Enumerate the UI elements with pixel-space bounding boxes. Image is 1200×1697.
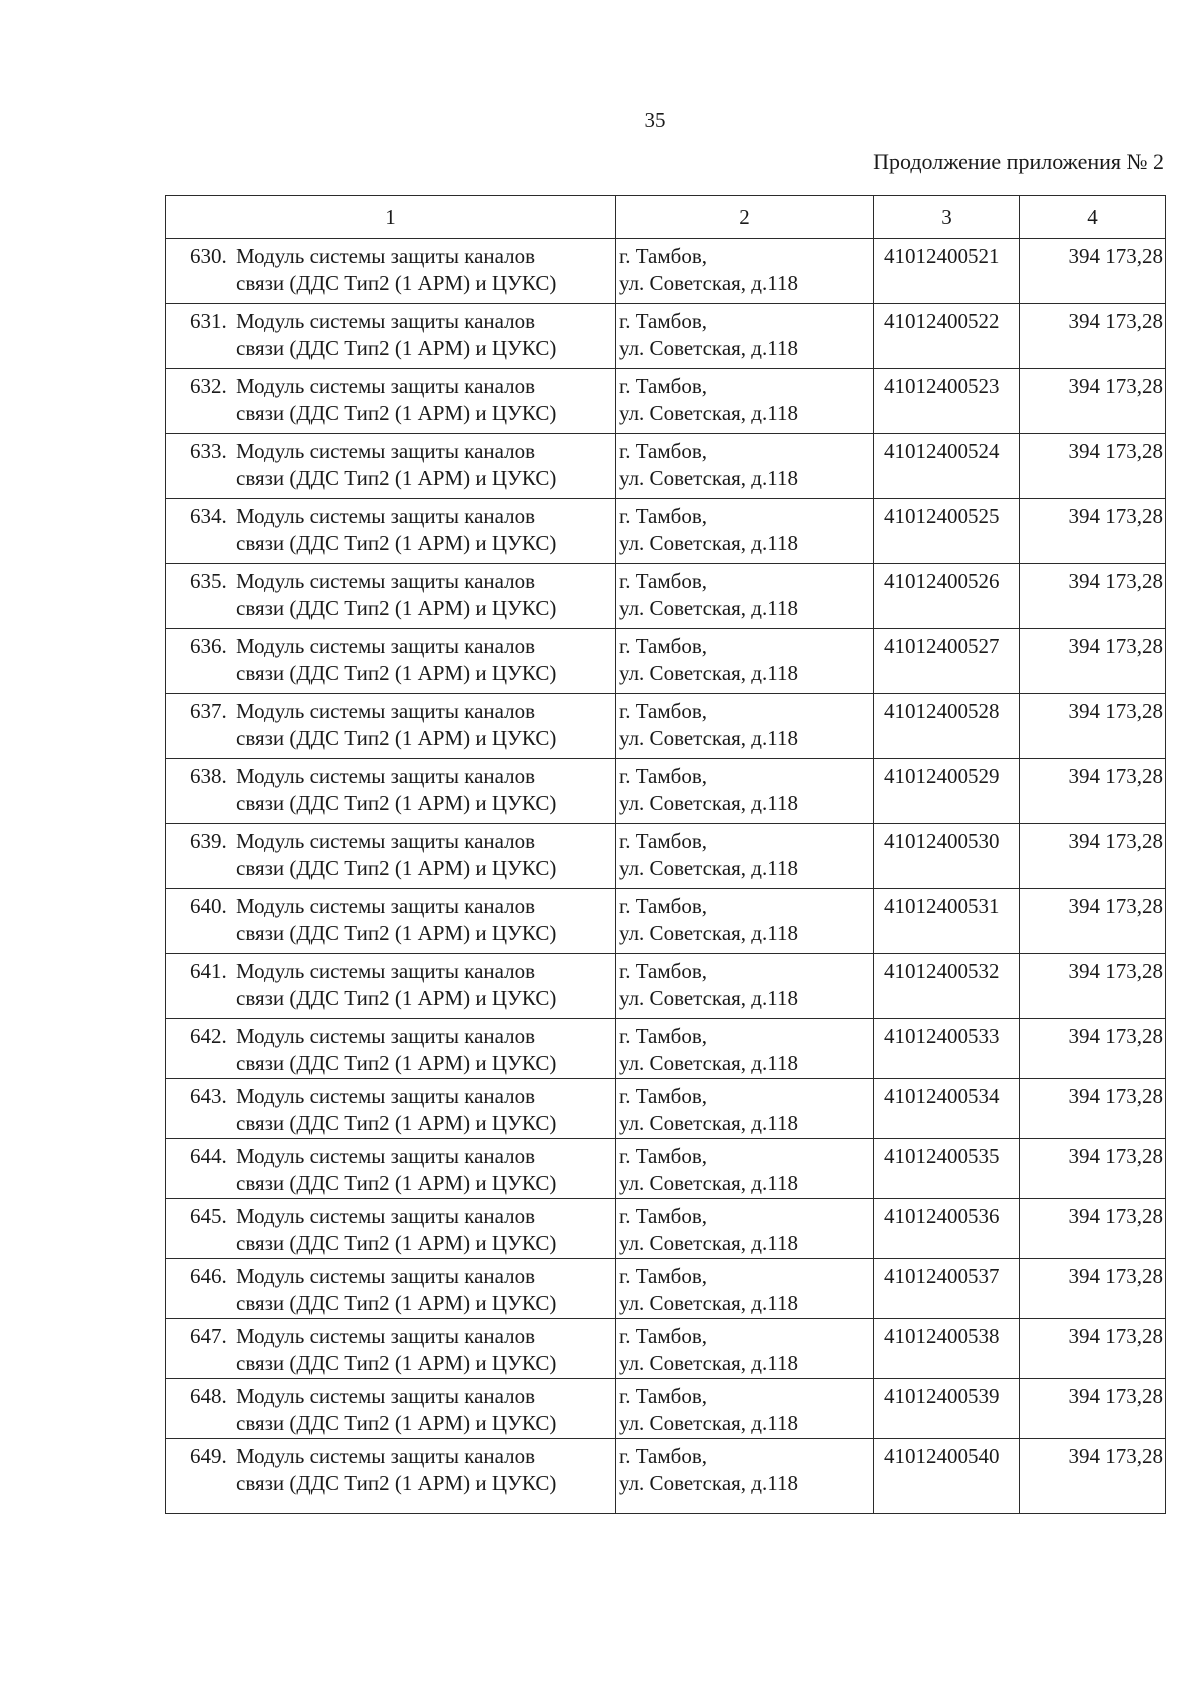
row-number: 637.	[190, 699, 227, 723]
item-name-cell	[166, 239, 616, 304]
address-street: ул. Советская, д.118	[619, 1471, 798, 1495]
item-name-cell	[166, 694, 616, 759]
price-value: 394 173,28	[1020, 239, 1166, 304]
address-street: ул. Советская, д.118	[619, 596, 798, 620]
inventory-code: 41012400523	[874, 369, 1020, 434]
table-row	[166, 499, 1166, 564]
address-city: г. Тамбов,	[619, 1264, 708, 1288]
item-name-cell	[166, 759, 616, 824]
price-value: 394 173,28	[1020, 824, 1166, 889]
address-city: г. Тамбов,	[619, 634, 708, 658]
address-city: г. Тамбов,	[619, 959, 708, 983]
item-name-cell	[166, 954, 616, 1019]
item-name-line2: связи (ДДС Тип2 (1 АРМ) и ЦУКС)	[236, 531, 557, 555]
address-cell	[616, 434, 874, 499]
table-row	[166, 1319, 1166, 1379]
price-value: 394 173,28	[1020, 1019, 1166, 1079]
inventory-code: 41012400524	[874, 434, 1020, 499]
address-street: ул. Советская, д.118	[619, 1411, 798, 1435]
item-name-cell	[166, 1019, 616, 1079]
item-name-line1: Модуль системы защиты каналов	[236, 1264, 536, 1288]
price-value: 394 173,28	[1020, 1439, 1166, 1514]
price-value: 394 173,28	[1020, 629, 1166, 694]
address-city: г. Тамбов,	[619, 504, 708, 528]
item-name-line2: связи (ДДС Тип2 (1 АРМ) и ЦУКС)	[236, 596, 557, 620]
address-cell	[616, 564, 874, 629]
row-number: 642.	[190, 1024, 227, 1048]
address-cell	[616, 499, 874, 564]
inventory-code: 41012400534	[874, 1079, 1020, 1139]
price-value: 394 173,28	[1020, 759, 1166, 824]
address-street: ул. Советская, д.118	[619, 986, 798, 1010]
table-row	[166, 1139, 1166, 1199]
address-cell	[616, 824, 874, 889]
address-city: г. Тамбов,	[619, 699, 708, 723]
item-name-cell	[166, 824, 616, 889]
row-number: 631.	[190, 309, 227, 333]
price-value: 394 173,28	[1020, 954, 1166, 1019]
item-name-line1: Модуль системы защиты каналов	[236, 764, 536, 788]
inventory-code: 41012400533	[874, 1019, 1020, 1079]
address-street: ул. Советская, д.118	[619, 466, 798, 490]
address-city: г. Тамбов,	[619, 764, 708, 788]
item-name-cell	[166, 1199, 616, 1259]
address-cell	[616, 1199, 874, 1259]
item-name-line2: связи (ДДС Тип2 (1 АРМ) и ЦУКС)	[236, 1051, 557, 1075]
item-name-line2: связи (ДДС Тип2 (1 АРМ) и ЦУКС)	[236, 401, 557, 425]
row-number: 649.	[190, 1444, 227, 1468]
item-name-cell	[166, 564, 616, 629]
item-name-line2: связи (ДДС Тип2 (1 АРМ) и ЦУКС)	[236, 466, 557, 490]
address-city: г. Тамбов,	[619, 1444, 708, 1468]
inventory-code: 41012400535	[874, 1139, 1020, 1199]
address-street: ул. Советская, д.118	[619, 1291, 798, 1315]
row-number: 634.	[190, 504, 227, 528]
address-city: г. Тамбов,	[619, 1324, 708, 1348]
item-name-cell	[166, 629, 616, 694]
item-name-line1: Модуль системы защиты каналов	[236, 1384, 536, 1408]
item-name-line1: Модуль системы защиты каналов	[236, 1024, 536, 1048]
address-street: ул. Советская, д.118	[619, 271, 798, 295]
table-row	[166, 239, 1166, 304]
row-number: 632.	[190, 374, 227, 398]
address-street: ул. Советская, д.118	[619, 531, 798, 555]
table-row	[166, 954, 1166, 1019]
item-name-cell	[166, 1319, 616, 1379]
row-number: 648.	[190, 1384, 227, 1408]
item-name-cell	[166, 1139, 616, 1199]
table-row	[166, 694, 1166, 759]
price-value: 394 173,28	[1020, 434, 1166, 499]
item-name-line2: связи (ДДС Тип2 (1 АРМ) и ЦУКС)	[236, 1171, 557, 1195]
address-street: ул. Советская, д.118	[619, 726, 798, 750]
address-cell	[616, 369, 874, 434]
item-name-line2: связи (ДДС Тип2 (1 АРМ) и ЦУКС)	[236, 336, 557, 360]
item-name-line2: связи (ДДС Тип2 (1 АРМ) и ЦУКС)	[236, 986, 557, 1010]
address-street: ул. Советская, д.118	[619, 1231, 798, 1255]
item-name-line1: Модуль системы защиты каналов	[236, 504, 536, 528]
inventory-code: 41012400537	[874, 1259, 1020, 1319]
table-row	[166, 1079, 1166, 1139]
items-table	[165, 195, 1166, 1514]
continuation-label: Продолжение приложения № 2	[873, 149, 1164, 174]
row-number: 645.	[190, 1204, 227, 1228]
address-cell	[616, 1439, 874, 1514]
address-street: ул. Советская, д.118	[619, 336, 798, 360]
item-name-line1: Модуль системы защиты каналов	[236, 829, 536, 853]
item-name-cell	[166, 1079, 616, 1139]
item-name-line1: Модуль системы защиты каналов	[236, 1084, 536, 1108]
item-name-cell	[166, 304, 616, 369]
inventory-code: 41012400526	[874, 564, 1020, 629]
item-name-line1: Модуль системы защиты каналов	[236, 439, 536, 463]
table-row	[166, 369, 1166, 434]
price-value: 394 173,28	[1020, 564, 1166, 629]
row-number: 636.	[190, 634, 227, 658]
item-name-line2: связи (ДДС Тип2 (1 АРМ) и ЦУКС)	[236, 1231, 557, 1255]
item-name-cell	[166, 889, 616, 954]
inventory-code: 41012400540	[874, 1439, 1020, 1514]
address-city: г. Тамбов,	[619, 1144, 708, 1168]
address-cell	[616, 1259, 874, 1319]
address-city: г. Тамбов,	[619, 569, 708, 593]
price-value: 394 173,28	[1020, 1319, 1166, 1379]
item-name-cell	[166, 1259, 616, 1319]
inventory-code: 41012400538	[874, 1319, 1020, 1379]
address-city: г. Тамбов,	[619, 894, 708, 918]
page-number: 35	[644, 108, 666, 132]
inventory-code: 41012400532	[874, 954, 1020, 1019]
address-city: г. Тамбов,	[619, 1204, 708, 1228]
price-value: 394 173,28	[1020, 889, 1166, 954]
item-name-cell	[166, 369, 616, 434]
address-city: г. Тамбов,	[619, 439, 708, 463]
address-street: ул. Советская, д.118	[619, 1171, 798, 1195]
address-cell	[616, 694, 874, 759]
address-cell	[616, 1379, 874, 1439]
inventory-code: 41012400525	[874, 499, 1020, 564]
address-cell	[616, 954, 874, 1019]
item-name-line1: Модуль системы защиты каналов	[236, 959, 536, 983]
item-name-line2: связи (ДДС Тип2 (1 АРМ) и ЦУКС)	[236, 661, 557, 685]
row-number: 643.	[190, 1084, 227, 1108]
address-cell	[616, 1139, 874, 1199]
table-row	[166, 889, 1166, 954]
inventory-code: 41012400529	[874, 759, 1020, 824]
address-cell	[616, 889, 874, 954]
item-name-line1: Модуль системы защиты каналов	[236, 699, 536, 723]
table-row	[166, 1259, 1166, 1319]
row-number: 644.	[190, 1144, 227, 1168]
price-value: 394 173,28	[1020, 1259, 1166, 1319]
inventory-code: 41012400528	[874, 694, 1020, 759]
table-row	[166, 304, 1166, 369]
price-value: 394 173,28	[1020, 694, 1166, 759]
item-name-line2: связи (ДДС Тип2 (1 АРМ) и ЦУКС)	[236, 921, 557, 945]
table-row	[166, 1019, 1166, 1079]
item-name-line2: связи (ДДС Тип2 (1 АРМ) и ЦУКС)	[236, 726, 557, 750]
item-name-line2: связи (ДДС Тип2 (1 АРМ) и ЦУКС)	[236, 271, 557, 295]
item-name-line2: связи (ДДС Тип2 (1 АРМ) и ЦУКС)	[236, 1351, 557, 1375]
table-row	[166, 434, 1166, 499]
address-street: ул. Советская, д.118	[619, 1111, 798, 1135]
row-number: 639.	[190, 829, 227, 853]
address-city: г. Тамбов,	[619, 244, 708, 268]
item-name-line2: связи (ДДС Тип2 (1 АРМ) и ЦУКС)	[236, 791, 557, 815]
address-cell	[616, 759, 874, 824]
table-header-row	[166, 196, 1166, 239]
column-header: 3	[874, 196, 1020, 239]
address-street: ул. Советская, д.118	[619, 661, 798, 685]
item-name-line1: Модуль системы защиты каналов	[236, 1204, 536, 1228]
address-city: г. Тамбов,	[619, 1024, 708, 1048]
table-row	[166, 824, 1166, 889]
address-street: ул. Советская, д.118	[619, 856, 798, 880]
item-name-line1: Модуль системы защиты каналов	[236, 1144, 536, 1168]
price-value: 394 173,28	[1020, 499, 1166, 564]
row-number: 641.	[190, 959, 227, 983]
row-number: 630.	[190, 244, 227, 268]
column-header: 4	[1020, 196, 1166, 239]
inventory-code: 41012400531	[874, 889, 1020, 954]
inventory-code: 41012400530	[874, 824, 1020, 889]
item-name-line1: Модуль системы защиты каналов	[236, 244, 536, 268]
price-value: 394 173,28	[1020, 369, 1166, 434]
inventory-code: 41012400539	[874, 1379, 1020, 1439]
row-number: 635.	[190, 569, 227, 593]
item-name-line1: Модуль системы защиты каналов	[236, 569, 536, 593]
address-city: г. Тамбов,	[619, 829, 708, 853]
address-cell	[616, 239, 874, 304]
item-name-line2: связи (ДДС Тип2 (1 АРМ) и ЦУКС)	[236, 856, 557, 880]
row-number: 633.	[190, 439, 227, 463]
row-number: 640.	[190, 894, 227, 918]
item-name-line1: Модуль системы защиты каналов	[236, 634, 536, 658]
table-row	[166, 759, 1166, 824]
address-cell	[616, 1019, 874, 1079]
item-name-cell	[166, 434, 616, 499]
item-name-line1: Модуль системы защиты каналов	[236, 309, 536, 333]
address-cell	[616, 1079, 874, 1139]
column-header: 2	[616, 196, 874, 239]
item-name-line1: Модуль системы защиты каналов	[236, 894, 536, 918]
item-name-line1: Модуль системы защиты каналов	[236, 1444, 536, 1468]
address-street: ул. Советская, д.118	[619, 1051, 798, 1075]
item-name-line1: Модуль системы защиты каналов	[236, 1324, 536, 1348]
row-number: 638.	[190, 764, 227, 788]
address-street: ул. Советская, д.118	[619, 1351, 798, 1375]
table-row	[166, 1199, 1166, 1259]
price-value: 394 173,28	[1020, 1379, 1166, 1439]
item-name-line2: связи (ДДС Тип2 (1 АРМ) и ЦУКС)	[236, 1411, 557, 1435]
address-street: ул. Советская, д.118	[619, 401, 798, 425]
item-name-cell	[166, 1379, 616, 1439]
address-cell	[616, 629, 874, 694]
item-name-line2: связи (ДДС Тип2 (1 АРМ) и ЦУКС)	[236, 1291, 557, 1315]
item-name-line2: связи (ДДС Тип2 (1 АРМ) и ЦУКС)	[236, 1471, 557, 1495]
item-name-cell	[166, 1439, 616, 1514]
row-number: 646.	[190, 1264, 227, 1288]
table-row	[166, 629, 1166, 694]
table-row	[166, 1439, 1166, 1514]
address-city: г. Тамбов,	[619, 1084, 708, 1108]
price-value: 394 173,28	[1020, 1139, 1166, 1199]
inventory-code: 41012400522	[874, 304, 1020, 369]
table-row	[166, 1379, 1166, 1439]
address-city: г. Тамбов,	[619, 1384, 708, 1408]
address-cell	[616, 1319, 874, 1379]
inventory-code: 41012400521	[874, 239, 1020, 304]
address-street: ул. Советская, д.118	[619, 921, 798, 945]
price-value: 394 173,28	[1020, 304, 1166, 369]
price-value: 394 173,28	[1020, 1079, 1166, 1139]
column-header: 1	[166, 196, 616, 239]
address-city: г. Тамбов,	[619, 309, 708, 333]
row-number: 647.	[190, 1324, 227, 1348]
inventory-code: 41012400527	[874, 629, 1020, 694]
address-cell	[616, 304, 874, 369]
address-city: г. Тамбов,	[619, 374, 708, 398]
item-name-line2: связи (ДДС Тип2 (1 АРМ) и ЦУКС)	[236, 1111, 557, 1135]
table-row	[166, 564, 1166, 629]
address-street: ул. Советская, д.118	[619, 791, 798, 815]
inventory-code: 41012400536	[874, 1199, 1020, 1259]
price-value: 394 173,28	[1020, 1199, 1166, 1259]
item-name-line1: Модуль системы защиты каналов	[236, 374, 536, 398]
item-name-cell	[166, 499, 616, 564]
